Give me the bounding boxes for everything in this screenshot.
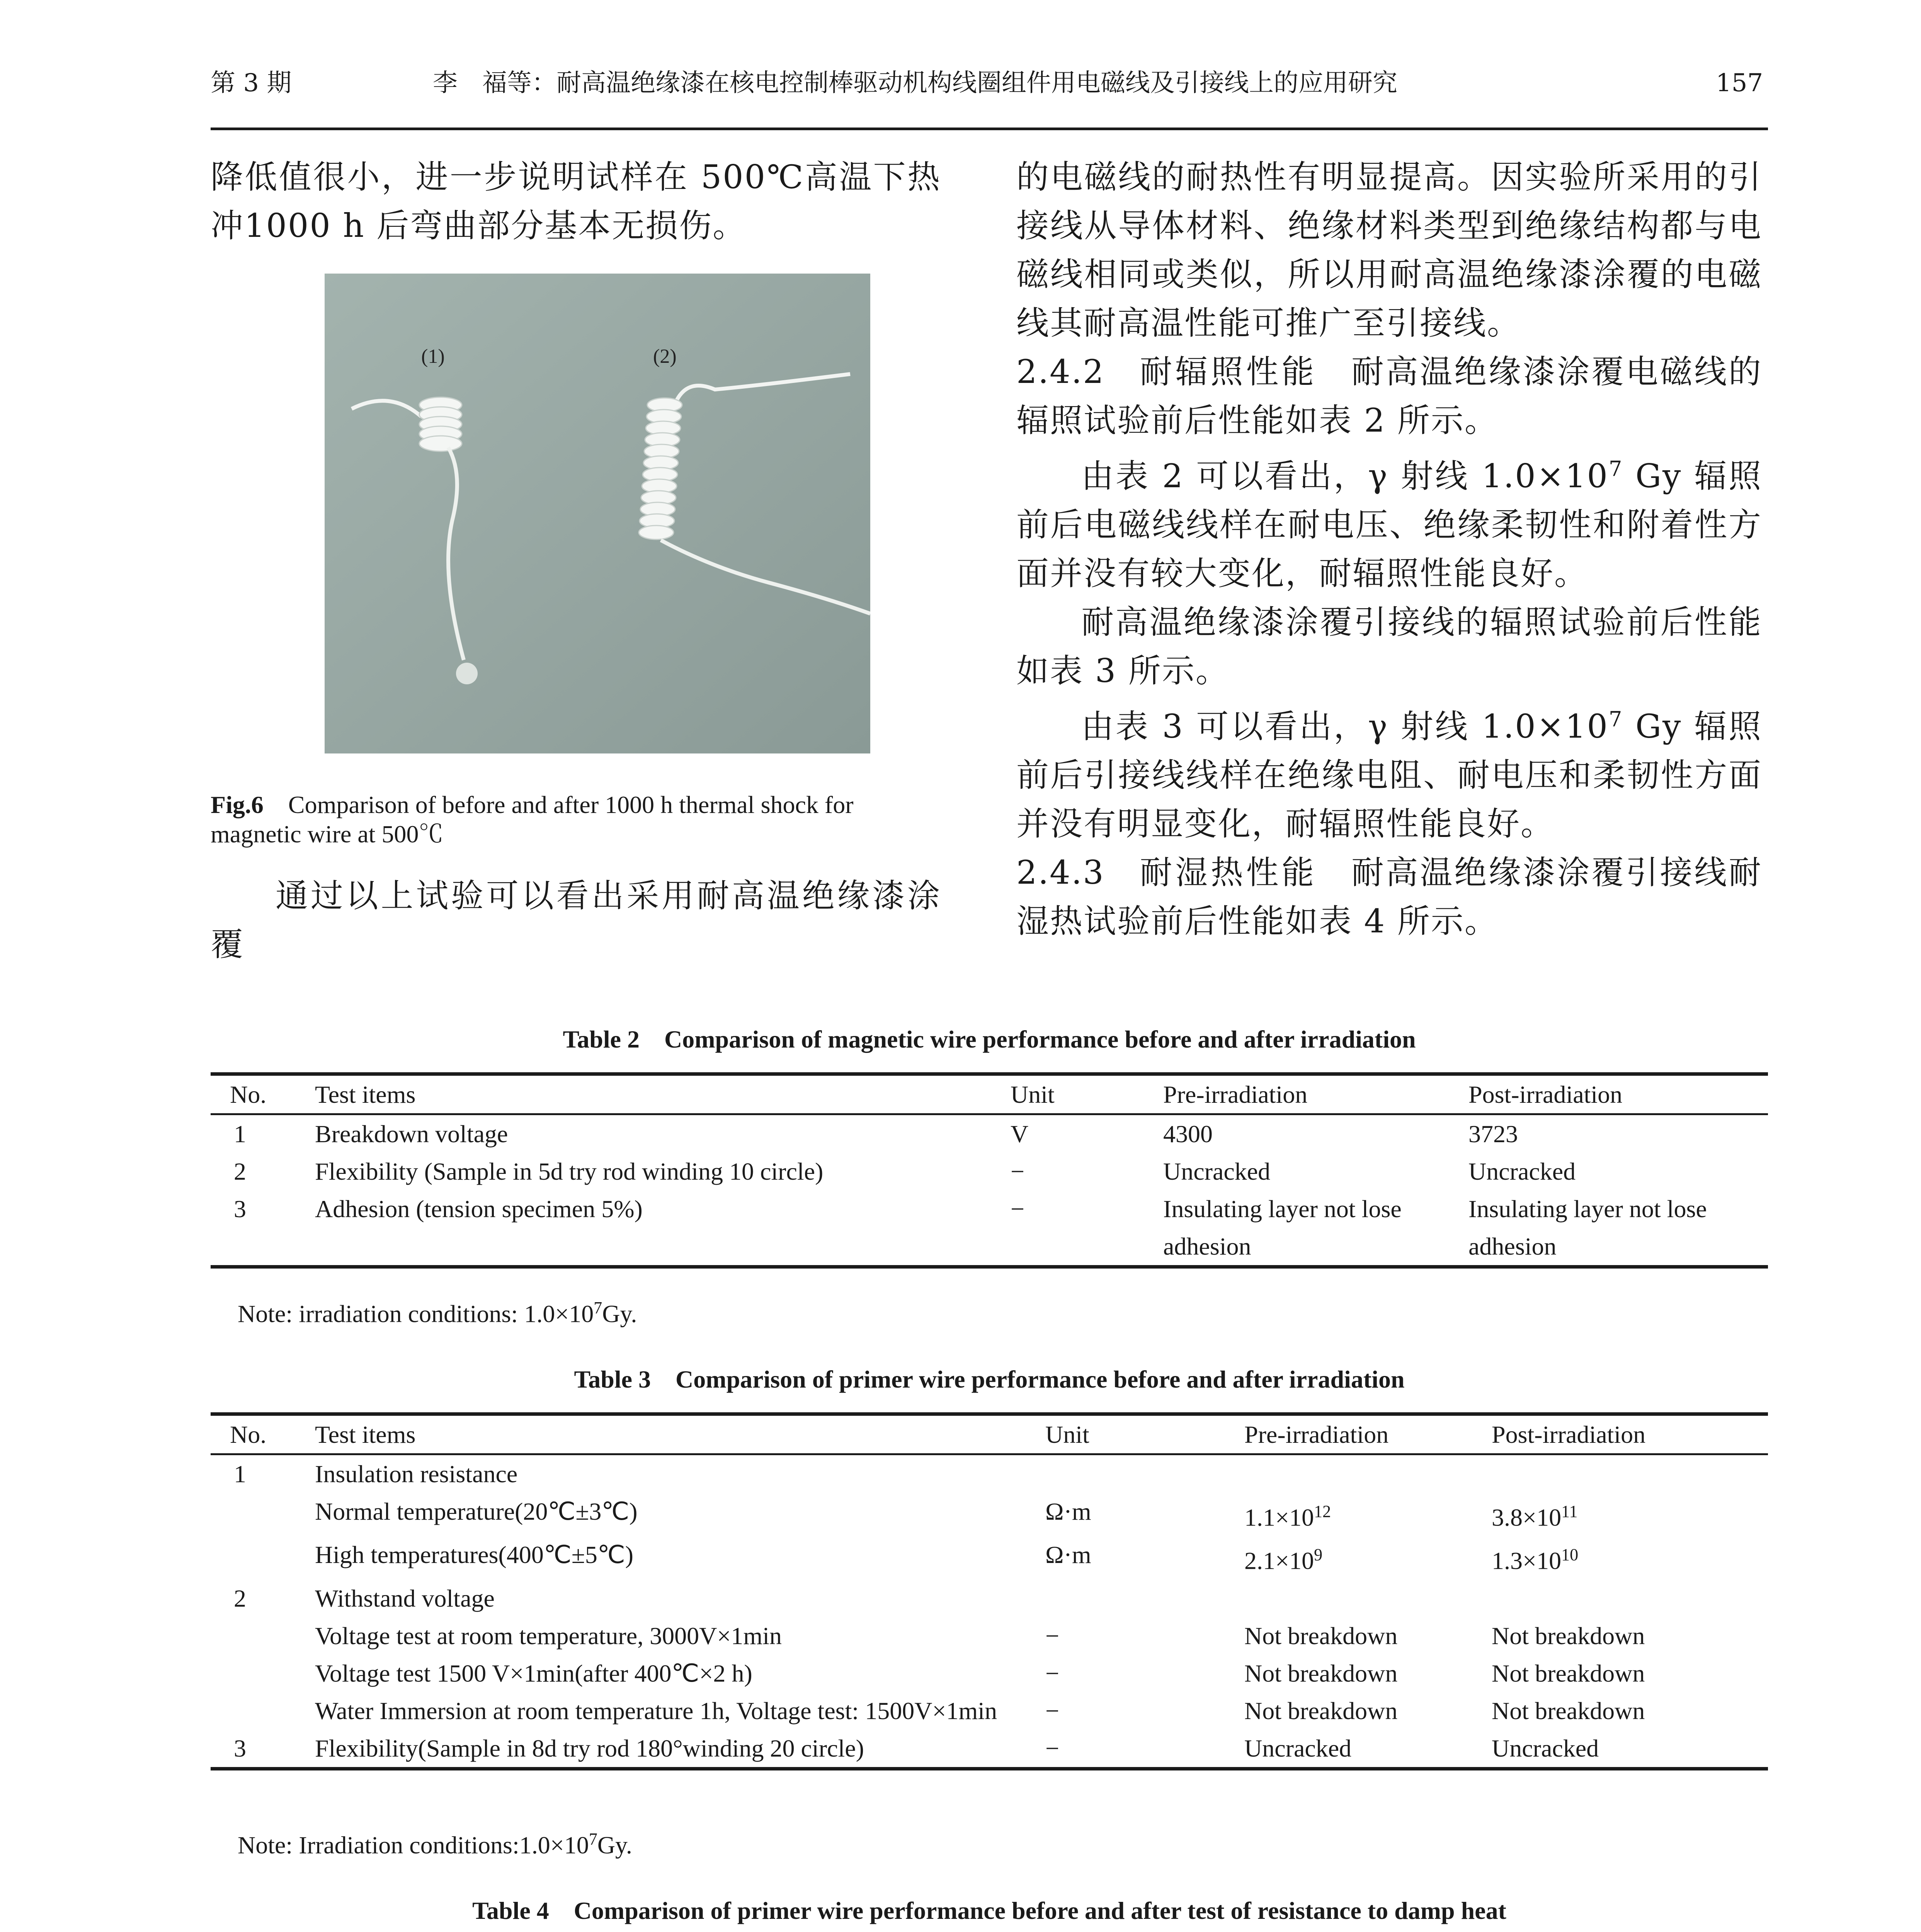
table-row — [211, 1114, 1768, 1153]
cell-pre — [1244, 1454, 1492, 1493]
table-4-title: Table 4 Comparison of primer wire performance before and after test of resistance to damp heat — [472, 1897, 1506, 1924]
table-2 — [211, 1072, 1768, 1269]
right-paragraph-3: 耐高温绝缘漆涂覆引接线的辐照试验前后性能如表 3 所示。 — [1016, 603, 1762, 690]
table-row — [211, 1153, 1768, 1190]
cell-post-exponent: 10 — [1561, 1545, 1579, 1565]
right-paragraph-1: 的电磁线的耐热性有明显提高。因实验所采用的引接线从导体材料、绝缘材料类型到绝缘结构都与电磁线相同或类似，所以用耐高温绝缘漆涂覆的电磁线其耐高温性能可推广至引接线。 — [1016, 158, 1762, 342]
cell-unit — [1011, 1153, 1163, 1190]
test-items-header: Test items — [315, 1414, 1045, 1454]
cell-pre-text: Insulating layer not lose adhesion — [1163, 1195, 1402, 1260]
unit-header: Unit — [1011, 1074, 1163, 1114]
section-2-4-2 — [1016, 347, 1762, 445]
cell-post — [1492, 1617, 1768, 1655]
cell-post-text: 3723 — [1468, 1120, 1518, 1148]
cell-post — [1492, 1536, 1768, 1579]
cell-unit-text: Ω·m — [1045, 1541, 1091, 1569]
cell-post — [1492, 1692, 1768, 1730]
figure-6-photo — [325, 274, 870, 753]
cell-item-text: Breakdown voltage — [315, 1120, 508, 1148]
cell-pre — [1244, 1617, 1492, 1655]
cell-pre-text: Uncracked — [1244, 1734, 1352, 1762]
cell-pre — [1244, 1655, 1492, 1692]
left-paragraph-bottom: 通过以上试验可以看出采用耐高温绝缘漆涂覆 — [211, 877, 941, 963]
table-2-title: Table 2 Comparison of magnetic wire performance before and after irradiation — [563, 1026, 1416, 1053]
cell-unit-text: − — [1045, 1622, 1060, 1650]
cell-unit — [1045, 1692, 1244, 1730]
header-rule — [211, 128, 1768, 130]
cell-item-text: Insulation resistance — [315, 1460, 518, 1488]
section-2-4-2-number: 2.4.2 — [1016, 353, 1105, 391]
cell-item — [315, 1114, 1011, 1153]
post-irradiation-header: Post-irradiation — [1468, 1074, 1768, 1114]
cell-unit — [1045, 1655, 1244, 1692]
cell-unit-text: − — [1011, 1195, 1025, 1223]
cell-item — [315, 1655, 1045, 1692]
cell-no-text: 3 — [234, 1195, 246, 1223]
right-paragraph-4 — [1016, 695, 1762, 848]
cell-item-text: Voltage test 1500 V×1min(after 400℃×2 h) — [315, 1659, 752, 1687]
figure-caption — [211, 790, 933, 849]
cell-no — [211, 1692, 315, 1730]
p4-text-a: 由表 3 可以看出，γ 射线 1.0×10 — [1081, 707, 1609, 745]
section-2-4-3-number: 2.4.3 — [1016, 854, 1105, 891]
coil-samples-illustration — [325, 274, 870, 753]
cell-no — [211, 1493, 315, 1536]
cell-post-text: Not breakdown — [1492, 1622, 1645, 1650]
right-paragraph-2 — [1016, 445, 1762, 598]
cell-pre — [1163, 1153, 1468, 1190]
cell-item — [315, 1730, 1045, 1769]
table-row — [211, 1454, 1768, 1493]
cell-item-text: Water Immersion at room temperature 1h, Voltage test: 1500V×1min — [315, 1697, 997, 1725]
section-2-4-2-title: 耐辐照性能 — [1140, 353, 1317, 391]
cell-pre — [1244, 1692, 1492, 1730]
table-row — [211, 1493, 1768, 1536]
section-2-4-3-title: 耐湿热性能 — [1140, 854, 1317, 891]
cell-unit-text: Ω·m — [1045, 1498, 1091, 1525]
cell-no — [211, 1655, 315, 1692]
table-row — [211, 1536, 1768, 1579]
cell-post — [1492, 1730, 1768, 1769]
p2-exponent: 7 — [1608, 457, 1623, 481]
cell-post — [1492, 1493, 1768, 1536]
cell-item-text: High temperatures(400℃±5℃) — [315, 1541, 633, 1569]
post-irradiation-header: Post-irradiation — [1492, 1414, 1768, 1454]
cell-pre — [1244, 1730, 1492, 1769]
cell-post — [1468, 1153, 1768, 1190]
table-row — [211, 1692, 1768, 1730]
cell-no — [211, 1536, 315, 1579]
pre-irradiation-header: Pre-irradiation — [1244, 1414, 1492, 1454]
cell-no-text: 3 — [234, 1734, 246, 1762]
cell-post-text: Uncracked — [1468, 1158, 1576, 1185]
cell-no — [211, 1114, 315, 1153]
pre-irradiation-header: Pre-irradiation — [1163, 1074, 1468, 1114]
section-2-4-3-text: 耐高温绝缘漆涂覆引接线耐湿热试验前后性能如表 4 所示。 — [1016, 854, 1762, 940]
cell-pre-text: 4300 — [1163, 1120, 1213, 1148]
sample-1-label: (1) — [421, 345, 445, 367]
cell-pre-text: 1.1×10 — [1244, 1503, 1314, 1531]
cell-post-exponent: 11 — [1561, 1502, 1578, 1521]
table-3-note-text: Note: Irradiation conditions:1.0×10 — [238, 1831, 589, 1859]
cell-no-text: 1 — [234, 1120, 246, 1148]
cell-item — [315, 1493, 1045, 1536]
table-2-note-exponent: 7 — [594, 1298, 602, 1317]
table-2-note — [238, 1293, 637, 1329]
table-row — [211, 1617, 1768, 1655]
cell-item-text: Flexibility(Sample in 8d try rod 180°winding 20 circle) — [315, 1734, 864, 1762]
cell-no — [211, 1580, 315, 1617]
cell-post-text: Not breakdown — [1492, 1697, 1645, 1725]
cell-pre — [1244, 1493, 1492, 1536]
journal-issue: 第 3 期 — [211, 69, 292, 97]
table-2-note-unit: Gy. — [602, 1300, 637, 1328]
cell-unit — [1045, 1536, 1244, 1579]
cell-unit-text: V — [1011, 1120, 1029, 1148]
cell-post-text: 3.8×10 — [1492, 1503, 1562, 1531]
cell-unit-text: − — [1011, 1158, 1025, 1185]
cell-item-text: Adhesion (tension specimen 5%) — [315, 1195, 643, 1223]
table-row — [211, 1190, 1768, 1267]
cell-item — [315, 1536, 1045, 1579]
cell-unit — [1045, 1730, 1244, 1769]
section-2-4-3 — [1016, 848, 1762, 946]
cell-item-text: Flexibility (Sample in 5d try rod winding 10 circle) — [315, 1158, 824, 1185]
right-column — [1016, 153, 1762, 946]
cell-pre-text: Not breakdown — [1244, 1697, 1398, 1725]
cell-unit — [1045, 1454, 1244, 1493]
figure-caption-text: Comparison of before and after 1000 h thermal shock for magnetic wire at 500℃ — [211, 791, 854, 848]
table-row — [211, 1580, 1768, 1617]
no-header: No. — [211, 1414, 315, 1454]
cell-item — [315, 1580, 1045, 1617]
p2-text-a: 由表 2 可以看出，γ 射线 1.0×10 — [1081, 457, 1609, 495]
table-3-note-exponent: 7 — [589, 1830, 597, 1849]
cell-post-text: Insulating layer not lose adhesion — [1468, 1195, 1707, 1260]
cell-post — [1492, 1655, 1768, 1692]
cell-unit — [1045, 1493, 1244, 1536]
sample-2-label: (2) — [653, 345, 677, 367]
cell-pre — [1163, 1114, 1468, 1153]
table-row — [211, 1655, 1768, 1692]
test-items-header: Test items — [315, 1074, 1011, 1114]
p2-text-b: Gy 辐照前后电磁线线样在耐电压、绝缘柔韧性和附着性方面并没有较大变化，耐辐照性能良好。 — [1016, 457, 1762, 592]
p4-exponent: 7 — [1608, 707, 1623, 731]
cell-unit — [1011, 1114, 1163, 1153]
cell-pre — [1163, 1190, 1468, 1267]
cell-item-text: Normal temperature(20℃±3℃) — [315, 1498, 638, 1525]
page-number: 157 — [1716, 69, 1763, 97]
cell-pre-text: Not breakdown — [1244, 1659, 1398, 1687]
cell-no-text: 2 — [234, 1158, 246, 1185]
cell-unit-text: − — [1045, 1659, 1060, 1687]
cell-post-text: Not breakdown — [1492, 1659, 1645, 1687]
running-title: 李 福等：耐高温绝缘漆在核电控制棒驱动机构线圈组件用电磁线及引接线上的应用研究 — [433, 69, 1397, 97]
table-row — [211, 1730, 1768, 1769]
cell-post — [1492, 1580, 1768, 1617]
cell-item — [315, 1692, 1045, 1730]
cell-item — [315, 1190, 1011, 1267]
figure-caption-label: Fig.6 — [211, 791, 264, 818]
cell-item-text: Voltage test at room temperature, 3000V×1min — [315, 1622, 782, 1650]
cell-no-text: 2 — [234, 1584, 246, 1612]
cell-item — [315, 1454, 1045, 1493]
cell-post — [1492, 1454, 1768, 1493]
cell-unit-text: − — [1045, 1734, 1060, 1762]
table-3-note-unit: Gy. — [597, 1831, 632, 1859]
cell-no-text: 1 — [234, 1460, 246, 1488]
section-2-4-2-text: 耐高温绝缘漆涂覆电磁线的辐照试验前后性能如表 2 所示。 — [1016, 353, 1762, 439]
unit-header: Unit — [1045, 1414, 1244, 1454]
table-3 — [211, 1412, 1768, 1770]
cell-pre-text: Uncracked — [1163, 1158, 1271, 1185]
cell-unit — [1011, 1190, 1163, 1267]
cell-no — [211, 1153, 315, 1190]
cell-no — [211, 1190, 315, 1267]
cell-no — [211, 1617, 315, 1655]
cell-pre — [1244, 1536, 1492, 1579]
cell-post — [1468, 1114, 1768, 1153]
cell-post — [1468, 1190, 1768, 1267]
cell-item — [315, 1617, 1045, 1655]
cell-unit — [1045, 1580, 1244, 1617]
left-paragraph-top: 降低值很小，进一步说明试样在 500℃高温下热冲1000 h 后弯曲部分基本无损伤。 — [211, 158, 941, 245]
cell-pre-exponent: 9 — [1314, 1545, 1323, 1565]
cell-item-text: Withstand voltage — [315, 1584, 495, 1612]
cell-unit-text: − — [1045, 1697, 1060, 1725]
cell-no — [211, 1454, 315, 1493]
no-header: No. — [211, 1074, 315, 1114]
cell-pre-exponent: 12 — [1314, 1502, 1331, 1521]
cell-unit — [1045, 1617, 1244, 1655]
cell-post-text: 1.3×10 — [1492, 1547, 1562, 1575]
table-3-note — [238, 1824, 632, 1861]
table-3-title: Table 3 Comparison of primer wire performance before and after irradiation — [574, 1366, 1405, 1393]
table-2-note-text: Note: irradiation conditions: 1.0×10 — [238, 1300, 594, 1328]
cell-pre — [1244, 1580, 1492, 1617]
cell-item — [315, 1153, 1011, 1190]
cell-pre-text: Not breakdown — [1244, 1622, 1398, 1650]
cell-post-text: Uncracked — [1492, 1734, 1599, 1762]
cell-no — [211, 1730, 315, 1769]
p4-text-b: Gy 辐照前后引接线线样在绝缘电阻、耐电压和柔韧性方面并没有明显变化，耐辐照性能良好。 — [1016, 707, 1762, 843]
cell-pre-text: 2.1×10 — [1244, 1547, 1314, 1575]
